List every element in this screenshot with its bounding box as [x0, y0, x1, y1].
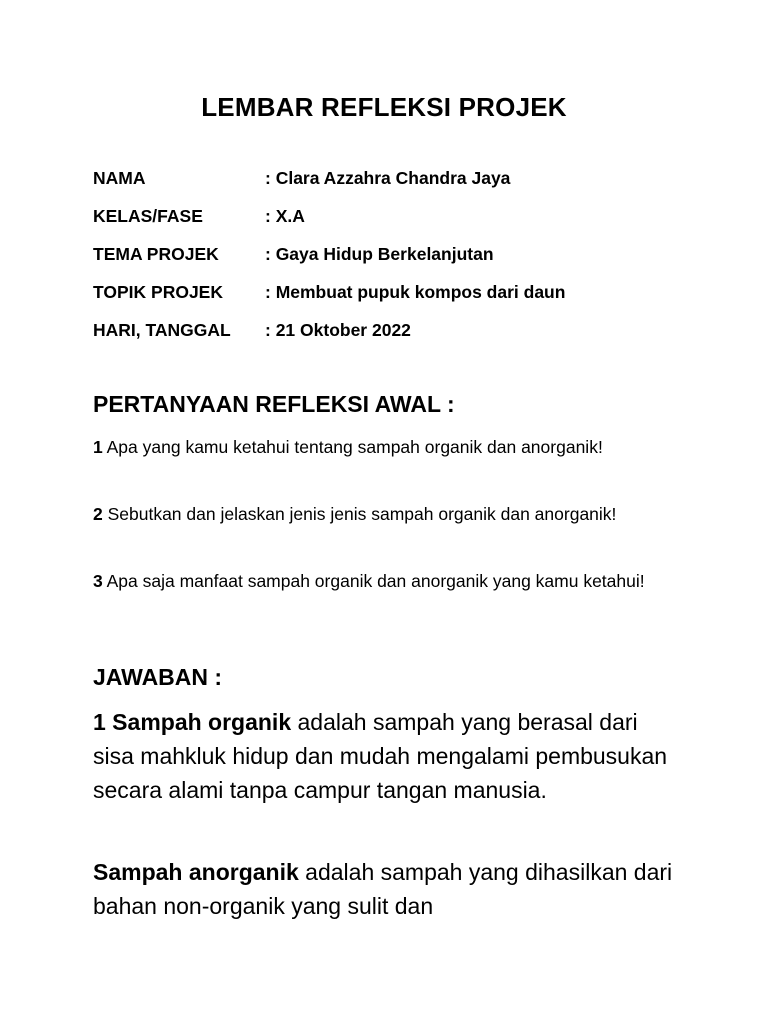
question-item — [93, 434, 663, 460]
answers-heading: JAWABAN : — [93, 664, 223, 690]
info-value: : Gaya Hidup Berkelanjutan — [265, 244, 494, 264]
question-text: Sebutkan dan jelaskan jenis jenis sampah organik dan anorganik! — [102, 504, 617, 524]
question-number: 2 — [93, 504, 103, 524]
answer-text: adalah sampah yang berasal dari sisa mahkluk hidup dan mudah mengalami pembusukan secara alami tanpa campur tangan manusia. — [93, 709, 668, 803]
answer-term: 1 Sampah organik — [93, 709, 292, 735]
question-number: 1 — [93, 437, 103, 457]
question-text: Apa yang kamu ketahui tentang sampah organik dan anorganik! — [102, 437, 603, 457]
info-row-tema — [93, 244, 713, 282]
info-value: : Clara Azzahra Chandra Jaya — [265, 168, 511, 188]
info-row-topik — [93, 282, 713, 320]
answer-paragraph — [93, 705, 683, 807]
info-row-kelas — [93, 206, 713, 244]
question-item — [93, 568, 663, 594]
info-label: NAMA — [93, 168, 146, 188]
document-title: LEMBAR REFLEKSI PROJEK — [201, 92, 567, 122]
info-label: HARI, TANGGAL — [93, 320, 231, 340]
info-value: : X.A — [265, 206, 305, 226]
questions-heading: PERTANYAAN REFLEKSI AWAL : — [93, 391, 455, 417]
question-number: 3 — [93, 571, 103, 591]
answer-term: Sampah anorganik — [93, 859, 299, 885]
question-text: Apa saja manfaat sampah organik dan anorganik yang kamu ketahui! — [102, 571, 645, 591]
info-label: KELAS/FASE — [93, 206, 203, 226]
answer-text: adalah sampah yang dihasilkan dari bahan non-organik yang sulit dan — [93, 859, 673, 919]
info-row-tanggal — [93, 320, 713, 358]
info-value: : Membuat pupuk kompos dari daun — [265, 282, 566, 302]
answer-paragraph — [93, 855, 683, 923]
info-label: TOPIK PROJEK — [93, 282, 223, 302]
info-row-nama — [93, 168, 713, 206]
question-item — [93, 501, 663, 527]
info-value: : 21 Oktober 2022 — [265, 320, 411, 340]
identity-info — [93, 168, 713, 358]
info-label: TEMA PROJEK — [93, 244, 219, 264]
